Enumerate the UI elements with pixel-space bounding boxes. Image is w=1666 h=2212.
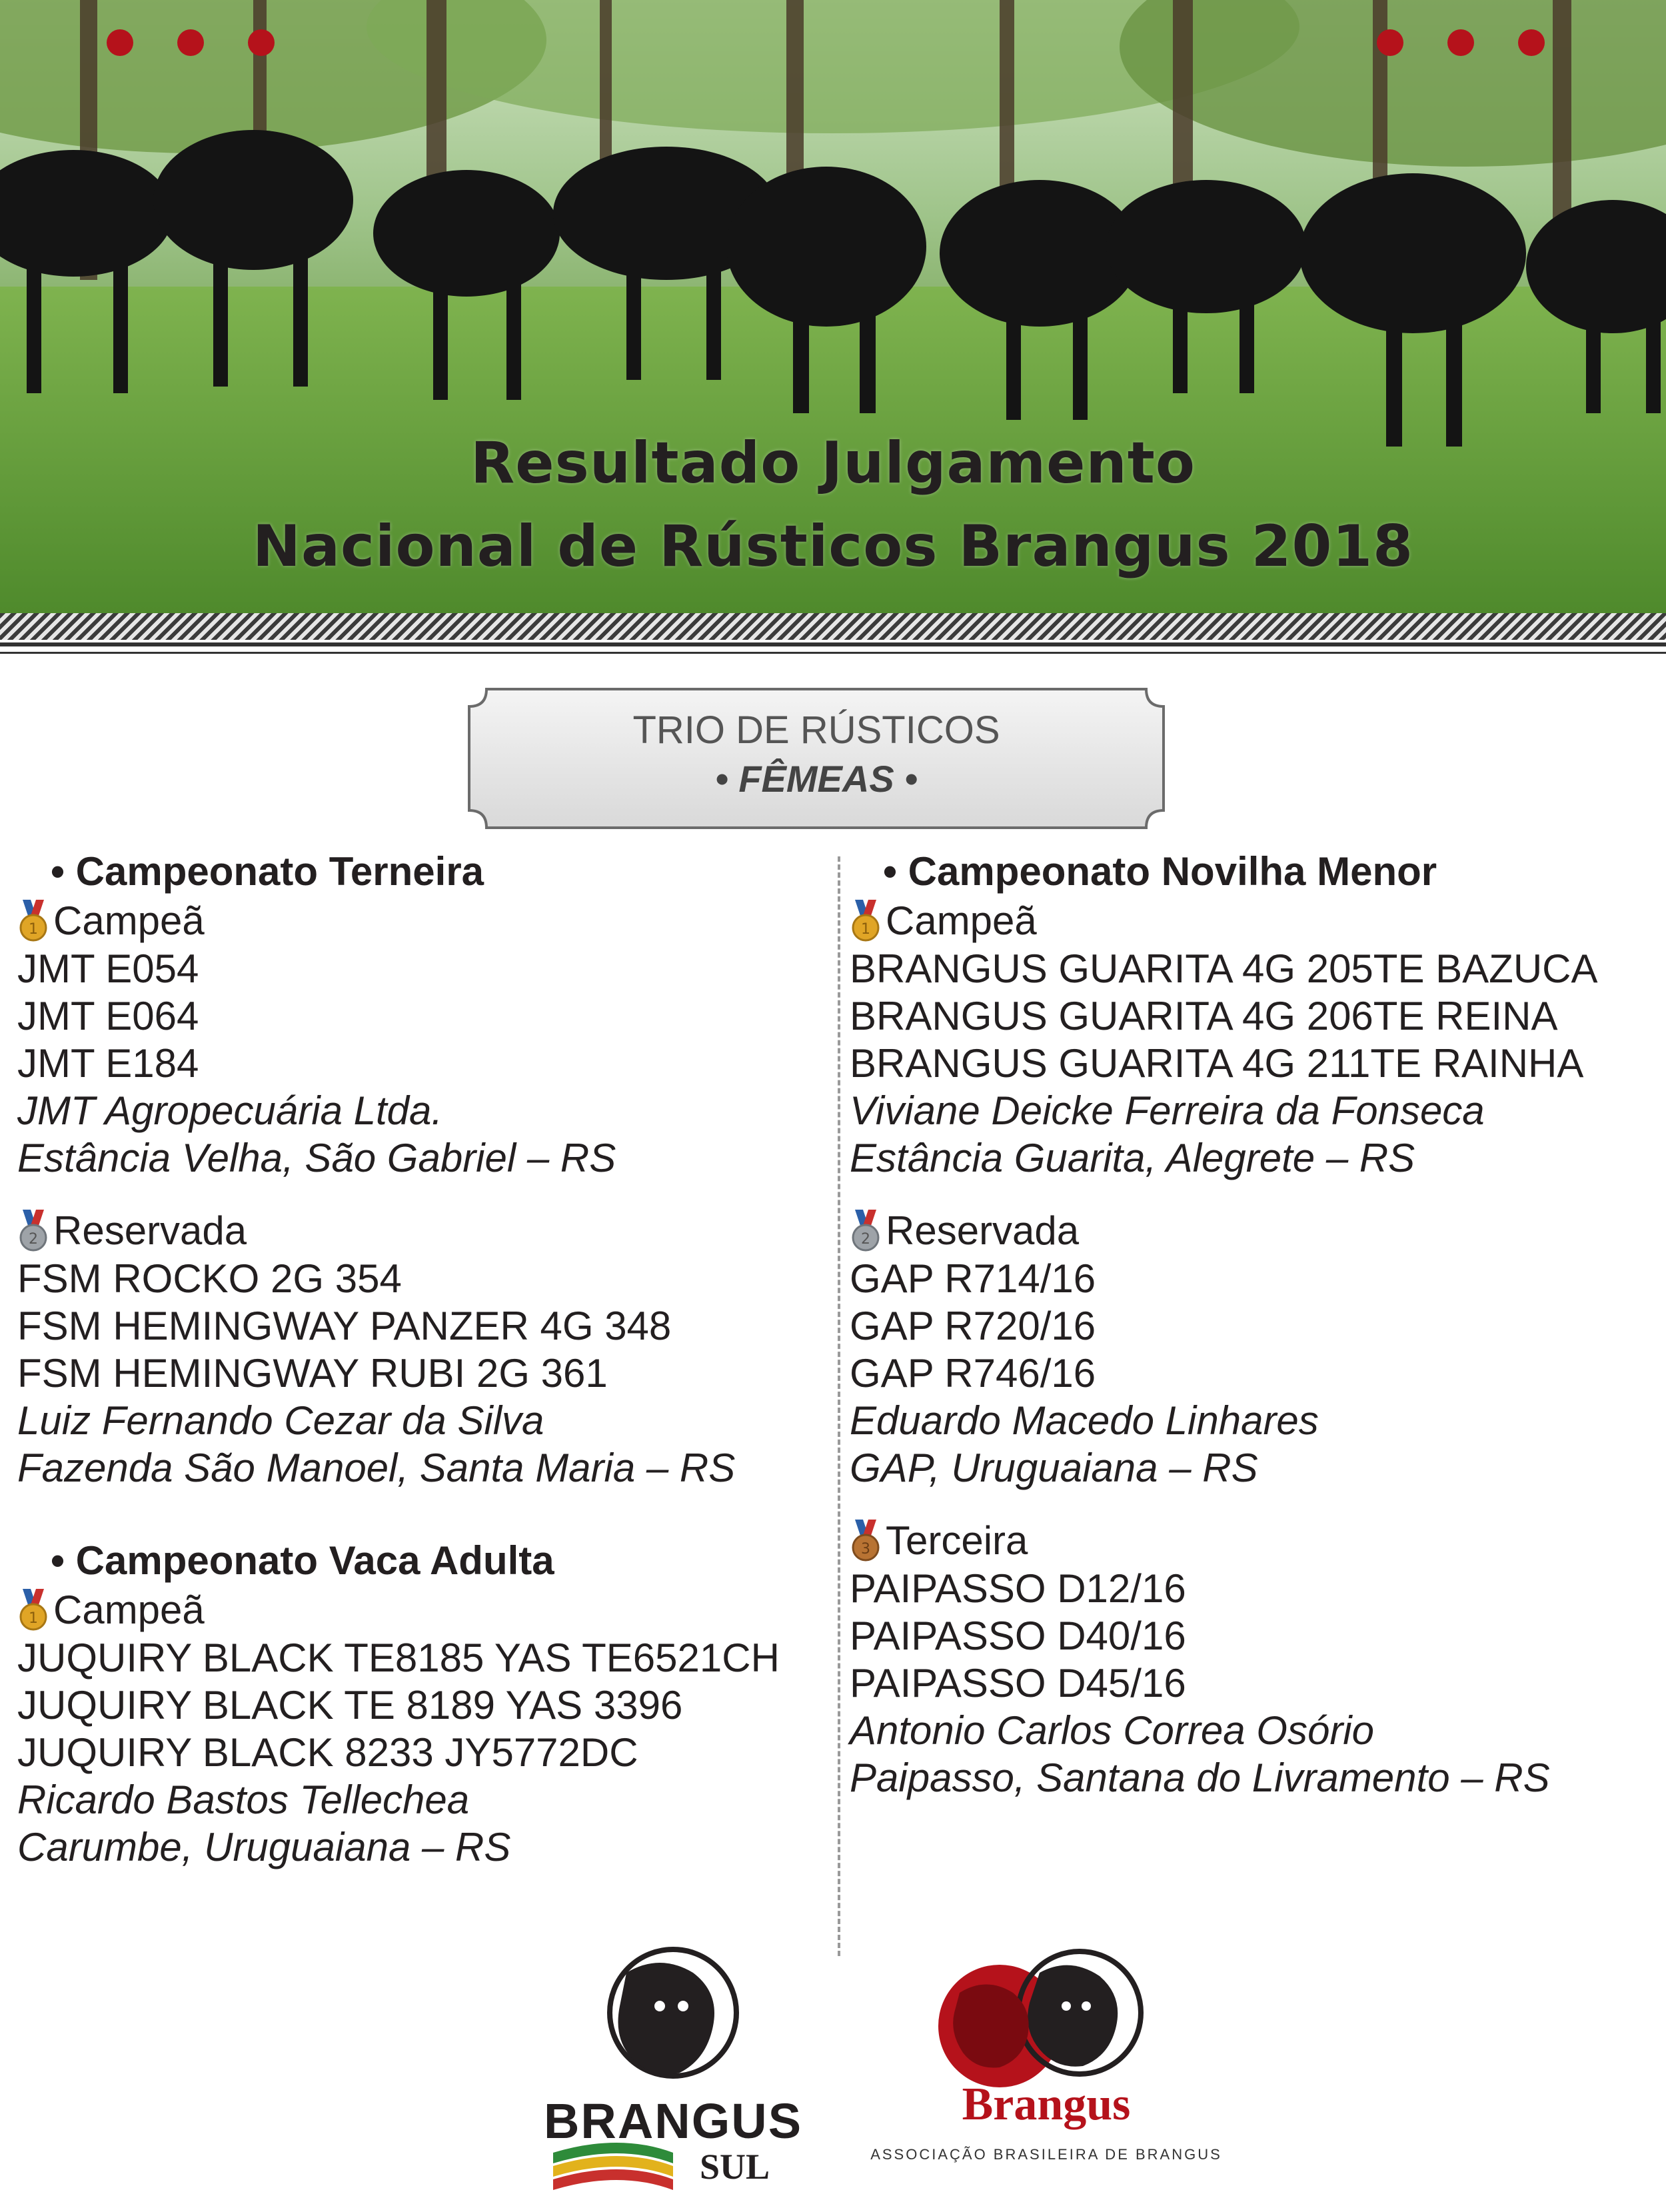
logo-subtext: SUL [700, 2147, 770, 2187]
gold-medal-icon [850, 900, 882, 942]
award-row [17, 1207, 824, 1255]
result-entry [850, 1517, 1649, 1801]
page-title-line1: Resultado Julgamento [470, 430, 1196, 497]
award-label: Reservada [53, 1208, 247, 1253]
animal-name: JUQUIRY BLACK TE8185 YAS TE6521CH [17, 1636, 780, 1680]
hatched-divider [0, 613, 1666, 640]
header-photo [0, 0, 1666, 613]
bronze-medal-icon [850, 1520, 882, 1562]
logo-text: BRANGUS [543, 2093, 803, 2149]
page-title-line2: Nacional de Rústicos Brangus 2018 [253, 513, 1413, 580]
animal-name: GAP R720/16 [850, 1304, 1096, 1348]
bull-head-logo-icon [526, 1946, 820, 2199]
logo-subtext: ASSOCIAÇÃO BRASILEIRA DE BRANGUS [870, 2146, 1222, 2163]
animal-name: FSM HEMINGWAY PANZER 4G 348 [17, 1304, 672, 1348]
svg-text:3: 3 [861, 1541, 870, 1558]
section-title: TRIO DE RÚSTICOS [632, 708, 1000, 752]
animal-name: PAIPASSO D45/16 [850, 1661, 1186, 1705]
award-label: Campeã [53, 1588, 205, 1632]
owner-name: Ricardo Bastos Tellechea [17, 1777, 470, 1822]
result-entry [17, 897, 824, 1182]
result-entry [17, 1207, 824, 1492]
award-label: Terceira [886, 1518, 1028, 1563]
animal-name: JMT E184 [17, 1041, 199, 1086]
owner-name: Luiz Fernando Cezar da Silva [17, 1398, 544, 1443]
owner-location: Paipasso, Santana do Livramento – RS [850, 1755, 1550, 1800]
animal-name: GAP R746/16 [850, 1351, 1096, 1396]
red-dot [1377, 29, 1403, 56]
category-heading: • Campeonato Terneira [51, 849, 484, 894]
red-dot [1447, 29, 1474, 56]
gold-medal-icon [17, 900, 49, 942]
animal-name: BRANGUS GUARITA 4G 206TE REINA [850, 994, 1558, 1038]
results-column-left [17, 846, 824, 1871]
owner-name: Eduardo Macedo Linhares [850, 1398, 1319, 1443]
owner-name: Antonio Carlos Correa Osório [850, 1708, 1375, 1753]
award-row [850, 897, 1649, 945]
gold-medal-icon [17, 1589, 49, 1632]
decorative-dots-left [107, 29, 275, 56]
abb-logo [866, 1946, 1226, 2199]
animal-name: FSM HEMINGWAY RUBI 2G 361 [17, 1351, 608, 1396]
footer-logos [0, 1933, 1666, 2212]
silver-medal-icon [850, 1210, 882, 1252]
brangus-sul-logo [526, 1946, 820, 2199]
owner-location: Fazenda São Manoel, Santa Maria – RS [17, 1446, 736, 1490]
silver-medal-icon [17, 1210, 49, 1252]
svg-text:1: 1 [29, 921, 38, 938]
svg-text:1: 1 [861, 921, 870, 938]
award-row [17, 897, 824, 945]
red-dot [107, 29, 133, 56]
award-row [850, 1517, 1649, 1565]
owner-name: Viviane Deicke Ferreira da Fonseca [850, 1088, 1485, 1133]
animal-name: BRANGUS GUARITA 4G 211TE RAINHA [850, 1041, 1584, 1086]
svg-text:2: 2 [861, 1231, 870, 1248]
owner-name: JMT Agropecuária Ltda. [17, 1088, 443, 1133]
red-dot [177, 29, 204, 56]
decorative-dots-right [1377, 29, 1545, 56]
owner-location: Carumbe, Uruguaiana – RS [17, 1825, 511, 1869]
category-heading: • Campeonato Vaca Adulta [51, 1538, 554, 1583]
svg-text:1: 1 [29, 1610, 38, 1627]
divider-line [0, 642, 1666, 646]
owner-location: GAP, Uruguaiana – RS [850, 1446, 1258, 1490]
animal-name: PAIPASSO D40/16 [850, 1614, 1186, 1658]
animal-name: JUQUIRY BLACK 8233 JY5772DC [17, 1730, 638, 1775]
divider-line [0, 652, 1666, 654]
animal-name: BRANGUS GUARITA 4G 205TE BAZUCA [850, 946, 1598, 991]
result-entry [850, 1207, 1649, 1492]
svg-text:2: 2 [29, 1231, 38, 1248]
results-column-right [850, 846, 1649, 1801]
result-entry [17, 1586, 824, 1871]
logo-text: Brangus [962, 2079, 1131, 2130]
animal-name: JUQUIRY BLACK TE 8189 YAS 3396 [17, 1683, 683, 1727]
animal-name: PAIPASSO D12/16 [850, 1566, 1186, 1611]
section-badge [466, 686, 1166, 830]
animal-name: JMT E054 [17, 946, 199, 991]
column-divider [838, 856, 840, 1956]
animal-name: FSM ROCKO 2G 354 [17, 1256, 402, 1301]
award-label: Reservada [886, 1208, 1080, 1253]
section-subtitle: • FÊMEAS • [715, 758, 918, 800]
result-entry [850, 897, 1649, 1182]
animal-name: JMT E064 [17, 994, 199, 1038]
award-row [17, 1586, 824, 1634]
owner-location: Estância Guarita, Alegrete – RS [850, 1136, 1415, 1180]
red-dot [1518, 29, 1545, 56]
animal-name: GAP R714/16 [850, 1256, 1096, 1301]
award-row [850, 1207, 1649, 1255]
category-heading: • Campeonato Novilha Menor [883, 849, 1437, 894]
award-label: Campeã [886, 898, 1037, 943]
red-dot [248, 29, 275, 56]
owner-location: Estância Velha, São Gabriel – RS [17, 1136, 616, 1180]
award-label: Campeã [53, 898, 205, 943]
